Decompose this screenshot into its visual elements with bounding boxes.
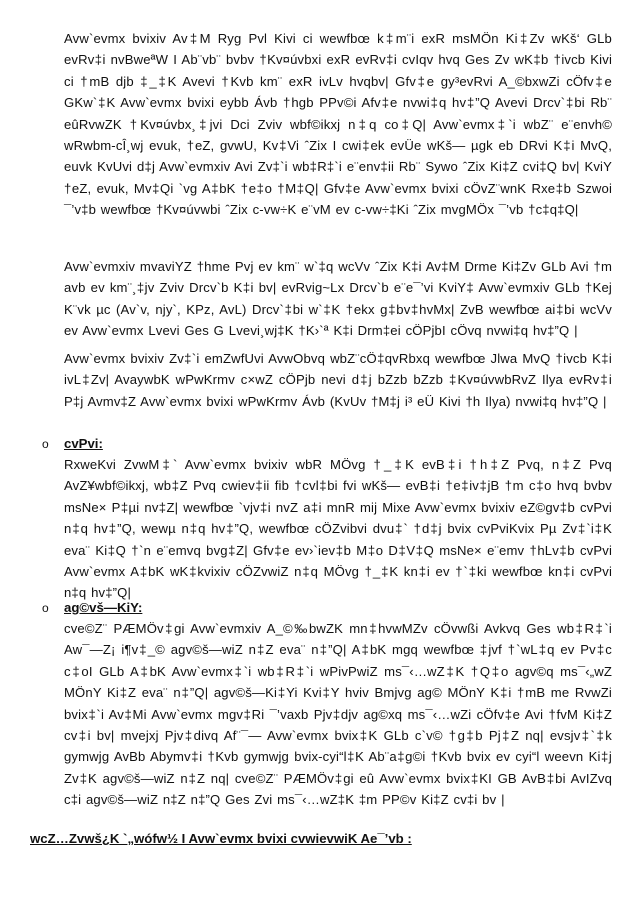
paragraph-1: Avw`evmx bvixiv Av‡M Ryg Pvl Kivi ci wewfbœ k‡m¨i exR msMÖn Ki‡Zv wKš‘ GLb evRv‡i nvBweªW I Ab¨vb¨ bvbv †Kv¤úvbxi exR evRv‡i cvIqv hvq Ges Zv wK‡b †ivcb Kivi ci †mB djb ‡_‡K Avevi †Kvb km¨ exR ivLv hvqbv| Gfv‡e gy³evRvi A_©bxwZi cÖfv‡e GKw`‡K Avw`evmx bvixi eybb Ávb †hgb PPv©i Afv‡e nvwi‡q hv‡”Q Avevi Drcv`‡bi Rb¨ eûRvwZK †Kv¤úvbx¸‡jvi Dci Zviv wbf©ikxj n‡q co‡Q| Avw`evmx‡`i wbZ¨ e¨envh© wRwbm-cÎ¸wj evuk, †eZ, gvwU, Kv‡Vi ˆZix I cwi‡ek evÜe wKš— µgk eb DRvi K‡i MvQ, euvk KvUvi d‡j Avw`evmxiv Avi Zv‡`i wb‡R‡`i e¨env‡ii Rb¨ Sywo ˆZix Ki‡Z cvi‡Q bv| KviY †eZ, evuk, Mv‡Qi `vg A‡bK †e‡o †M‡Q| Gfv‡e Avw`evmx bvixi cÖvZ¨wnK Rxe‡b Szwoi ¯’v‡b wewfbœ †Kv¤úvwbi ˆZix c-vw÷K e¨vM ev c-vw÷‡Ki ˆZix mvgMÖx ¯’vb †c‡q‡Q| (64, 31, 612, 218)
paragraph-2: Avw`evmxiv mvaviYZ †hme Pvj ev km¨ w`‡q wcVv ˆZix K‡i Av‡M Drme Ki‡Zv GLb Avi †m avb ev km¨¸‡jv Zviv Drcv`b K‡i bv| evRvig~Lx Drcv`b e¨e¯’vi KviY‡ Avw`evmxiv GLb †Kej K¨vk µc (Av`v, njy`, KPz, AvL) Drcv`‡bi w`‡K †ekx g‡bv‡hvMx| ZvB wewfbœ ai‡bi wcVv ev Avw`evmx Lvevi Ges G Lvevi¸wj‡K †K›`ª K‡i Drm‡ei cÖPjbI cÖvq nvwi‡q hv‡”Q | (64, 259, 612, 339)
chapter-heading: wcZ…Zvwš¿K `„wófw½ I Avw`evmx bvixi cvwievwiK Ae¯’vb : (30, 831, 412, 846)
bullet-marker: o (42, 437, 49, 451)
section-heading-pachar (42, 434, 602, 454)
bullet-marker: o (42, 601, 49, 615)
section-heading-text: cvPvi: (64, 436, 103, 451)
section-body-pachar: RxweKvi ZvwM‡` Avw`evmx bvixiv wbR MÖvg †_‡K evB‡i †h‡Z Pvq, n‡Z Pvq AvZ¥wbf©ikxj, wb‡Z Pvq cwiev‡ii fib †cvl‡bi fvi wKš— evB‡i †e‡iv‡jB †m c‡o hvq bvbv msNe× P‡µi nv‡Z| wewfbœ `vjv‡i nvZ a‡i mnR mij Mixe Avw`evmx bvixiv eZ©gv‡b cvPvi n‡q hv‡”Q, wewµ n‡q hv‡”Q, wewfbœ cÖZvibvi dvu‡` †d‡j bvix cvPviKvix Pµ Zv‡`i‡K eva¨ Ki‡Q †`n e¨emvq bvg‡Z| Gfv‡e ev›`iev‡b M‡o D‡V‡Q msNe× e¨emv †hLv‡b cvPvi Avw`evmx A‡bK wK‡kvixiv cÖZvwiZ n‡q MÖvg †_‡K kn‡i ev †`‡ki wewfbœ kn‡i cvPvi n‡q hv‡”Q| (64, 457, 612, 601)
section-heading-text: ag©vš—KiY: (64, 600, 143, 615)
paragraph-3: Avw`evmx bvixiv Zv‡`i emZwfUvi AvwObvq wbZ¨cÖ‡qvRbxq wewfbœ Jlwa MvQ †ivcb K‡i ivL‡Zv| AvaywbK wPwKrmv c×wZ cÖPjb nevi d‡j bZzb bZzb ‡Kv¤úvwbRvZ Ilya evRv‡i P‡j Avmv‡Z Avw`evmx bvixi wPwKrmv Ávb (KvUv †M‡j i³ eÜ Kivi †h Ilya) nvwi‡q hv‡”Q | (64, 351, 612, 409)
section-heading-dharmantar (42, 598, 602, 618)
section-body-dharmantar: cve©Z¨ PÆMÖv‡gi Avw`evmxiv A_©‰bwZK mn‡hvwMZv cÖvwßi Avkvq Ges wb‡R‡`i Aw¯—Z¡ i¶v‡_© agv©š—wiZ n‡Z eva¨ n‡”Q| A‡bK mgq wewfbœ ‡jvf †`wL‡q ev Pv‡c c‡oI GLb A‡bK Avw`evmx‡`i wb‡R‡`i wPivPwiZ ms¯‹…wZ‡K †Q‡o agv©q ms¯‹„wZ MÖnY Ki‡Z eva¨ n‡”Q| agv©š—Ki‡Yi Kvi‡Y hviv Bmjvg ag© MÖnY K‡i †mB me RvwZi bvix‡`i Av‡Mi Avw`evmx mgv‡Ri ¯’vaxb Pjv‡djv ag©xq ms¯‹…wZi cÖfv‡e Avi †fvM Ki‡Z cv‡i bv| mvejxj Pjv‡divq Af¨¯— Avw`evmx bvix‡K GLb c`v© †g‡b Pj‡Z nq| evsjv‡`‡k gymwjg AvBb Abymv‡i †Kvb gymwjg bvix-cyi“l‡K Ab¨a‡g©i †Kvb bvix ev cyi“l weevn Ki‡j Zv‡K agv©š—wiZ n‡Z nq| cve©Z¨ PÆMÖv‡gi eû Avw`evmx bvix‡KI GB AvB‡bi AvIZvq c‡i agv©š—wiZ n‡Z n‡”Q Ges Zvi ms¯‹…wZ‡K ‡m PP©v Ki‡Z cv‡i bv | (64, 621, 612, 808)
